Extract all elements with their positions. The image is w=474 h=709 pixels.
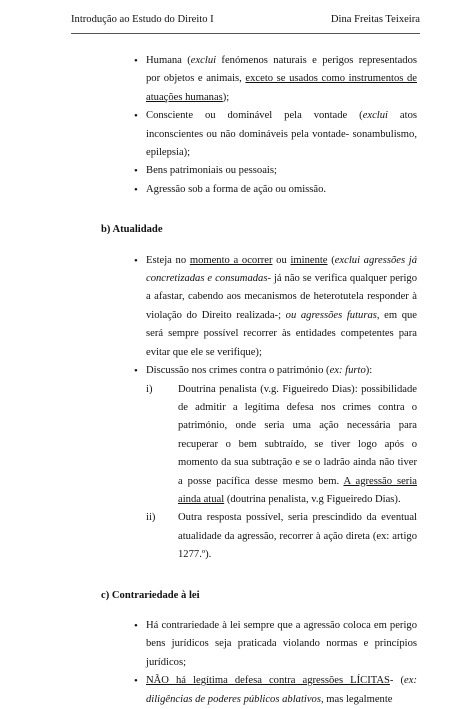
text-run: (doutrina penalista, v.g Figueiredo Dias).: [224, 493, 401, 505]
underlined-run: NÃO há legítima defesa contra agressões LÍCITAS: [146, 675, 390, 687]
italic-run: exclui: [190, 55, 217, 66]
text-run: mas legalmente: [323, 693, 393, 705]
underlined-run: A agressão seria ainda atual: [178, 475, 417, 505]
text-run: , em que será sempre possível recorrer às entidades competentes para evitar que ele se verifique);: [146, 309, 418, 358]
bullet-humana: [146, 52, 417, 107]
text-run: Humana (: [146, 55, 191, 66]
text-run: - (: [389, 675, 405, 687]
text-run: );: [222, 91, 230, 103]
text-run: ):: [365, 365, 373, 377]
italic-run: exclui: [362, 110, 388, 122]
italic-run: ex: diligências de poderes públicos ablativos,: [146, 675, 417, 705]
text-run: atos inconscientes ou não domináveis pela vontade- sonambulismo, epilepsia);: [146, 110, 417, 159]
text-run: (: [327, 254, 335, 266]
text-run: já não se verifica qualquer perigo a afastar, cabendo aos mecanismos de heterotutela responder à violação do Direito realizada-;: [146, 273, 417, 321]
underlined-run: exceto se usados como instrumentos de atuações humanas: [146, 73, 417, 103]
bullet-esteja: [146, 252, 417, 362]
header-author: Dina Freitas Teixeira: [330, 14, 420, 25]
text-run: Doutrina penalista (v.g. Figueiredo Dias): possibilidade de admitir a legítima defesa nos crimes contra o património, onde seria uma ação necessária para recuperar o bem subtraído, se tiver logo após o momento da sua subtração e se o ladrão ainda não tiver a posse pacífica desse mesmo bem.: [178, 383, 417, 487]
text-run: Consciente ou dominável pela vontade (: [146, 110, 363, 122]
sub-item-ii: [146, 509, 417, 564]
document-body: [0, 52, 474, 709]
italic-run: ex: furto: [329, 365, 366, 377]
sub-item-i: [146, 381, 417, 510]
text-run: Esteja no: [146, 254, 190, 266]
text-run: Discussão nos crimes contra o património (: [146, 365, 330, 377]
text-run: ou: [272, 254, 291, 266]
text-run: fenómenos naturais e perigos representados por objetos e animais,: [146, 55, 417, 85]
bullet-agressao: • Agressão sob a forma de ação ou omissão.: [146, 181, 417, 199]
section-c-title: c) Contrariedade à lei: [101, 589, 200, 601]
bullet-bens: • Bens patrimoniais ou pessoais;: [146, 162, 417, 180]
bullet-consciente: [146, 107, 417, 162]
sub-item-label: i): [146, 383, 153, 395]
section-b-title: b) Atualidade: [101, 224, 163, 236]
italic-run: exclui agressões já concretizadas e consumadas-: [146, 254, 417, 285]
italic-run: ou agressões futuras: [285, 309, 377, 321]
underlined-run: momento a ocorrer: [189, 254, 273, 266]
bullet-discussao: [146, 362, 417, 380]
bullet-nao-ha: [146, 672, 417, 709]
header-divider: [71, 33, 420, 34]
bullet-contrariedade: • Há contrariedade à lei sempre que a agressão coloca em perigo bens jurídicos seja praticada violando normas e princípios jurídicos;: [146, 617, 417, 672]
text-run: Outra resposta possível, seria prescindido da eventual atualidade da agressão, recorrer à ação direta (ex: artigo 1277.º).: [178, 512, 417, 561]
sub-item-label: ii): [146, 512, 156, 524]
header-title: Introdução ao Estudo do Direito I: [71, 14, 214, 25]
underlined-run: iminente: [290, 254, 328, 266]
